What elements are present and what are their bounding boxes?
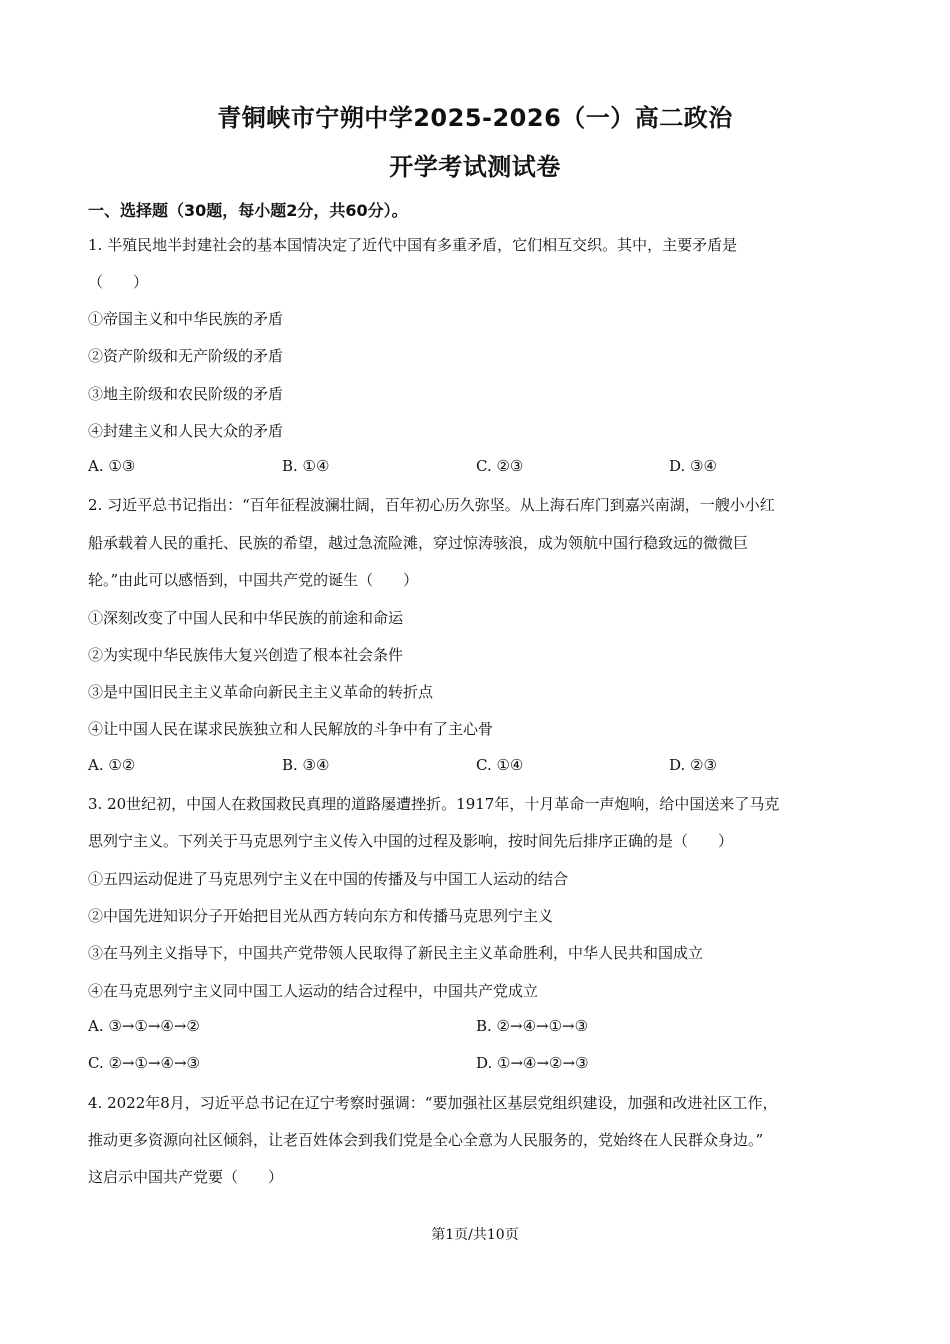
q1-option-c: C. ②③ xyxy=(476,457,524,475)
exam-title-line1: 青铜峡市宁朔中学2025-2026（一）高二政治 xyxy=(217,104,733,132)
q3-stem-line1: 3. 20世纪初，中国人在救国救民真理的道路屡遭挫折。1917年，十月革命一声炮响，给中国送来了马克 xyxy=(88,795,780,813)
q3-item-1: ①五四运动促进了马克思列宁主义在中国的传播及与中国工人运动的结合 xyxy=(88,870,569,888)
q2-option-d: D. ②③ xyxy=(669,756,717,774)
q2-item-4: ④让中国人民在谋求民族独立和人民解放的斗争中有了主心骨 xyxy=(88,720,494,738)
q4-stem-line2: 推动更多资源向社区倾斜，让老百姓体会到我们党是全心全意为人民服务的，党始终在人民群众身边。” xyxy=(88,1131,764,1149)
q1-item-1: ①帝国主义和中华民族的矛盾 xyxy=(88,310,284,328)
q1-option-b: B. ①④ xyxy=(282,457,330,475)
q2-stem-line2: 船承载着人民的重托、民族的希望，越过急流险滩，穿过惊涛骇浪，成为领航中国行稳致远的微微巨 xyxy=(88,534,749,552)
q2-item-3: ③是中国旧民主主义革命向新民主主义革命的转折点 xyxy=(88,683,434,701)
q3-option-c: C. ②→①→④→③ xyxy=(88,1054,200,1072)
q1-item-3: ③地主阶级和农民阶级的矛盾 xyxy=(88,385,284,403)
q3-item-2: ②中国先进知识分子开始把目光从西方转向东方和传播马克思列宁主义 xyxy=(88,907,554,925)
q4-stem-line1: 4. 2022年8月，习近平总书记在辽宁考察时强调：“要加强社区基层党组织建设，加强和改进社区工作， xyxy=(88,1094,778,1112)
q2-option-c: C. ①④ xyxy=(476,756,524,774)
exam-title-line2: 开学考试测试卷 xyxy=(389,153,561,181)
q1-option-a: A. ①③ xyxy=(88,457,136,475)
q2-option-a: A. ①② xyxy=(88,756,136,774)
q3-stem-line2: 思列宁主义。下列关于马克思列宁主义传入中国的过程及影响，按时间先后排序正确的是（ ） xyxy=(88,832,734,850)
q3-item-3: ③在马列主义指导下，中国共产党带领人民取得了新民主主义革命胜利，中华人民共和国成立 xyxy=(88,944,704,962)
q4-stem-line3: 这启示中国共产党要（ ） xyxy=(88,1168,284,1186)
q1-item-4: ④封建主义和人民大众的矛盾 xyxy=(88,422,284,440)
q1-stem-line1: 1. 半殖民地半封建社会的基本国情决定了近代中国有多重矛盾，它们相互交织。其中，主要矛盾是 xyxy=(88,236,738,254)
q1-option-d: D. ③④ xyxy=(669,457,717,475)
q2-item-1: ①深刻改变了中国人民和中华民族的前途和命运 xyxy=(88,609,404,627)
q2-stem-line3: 轮。”由此可以感悟到，中国共产党的诞生（ ） xyxy=(88,571,419,589)
q3-option-b: B. ②→④→①→③ xyxy=(476,1017,589,1035)
q3-option-d: D. ①→④→②→③ xyxy=(476,1054,589,1072)
q3-option-a: A. ③→①→④→② xyxy=(88,1017,200,1035)
q3-item-4: ④在马克思列宁主义同中国工人运动的结合过程中，中国共产党成立 xyxy=(88,982,539,1000)
page-number: 第1页/共10页 xyxy=(431,1227,519,1243)
q2-option-b: B. ③④ xyxy=(282,756,330,774)
q1-item-2: ②资产阶级和无产阶级的矛盾 xyxy=(88,347,284,365)
q2-item-2: ②为实现中华民族伟大复兴创造了根本社会条件 xyxy=(88,646,404,664)
section-heading: 一、选择题（30题，每小题2分，共60分）。 xyxy=(88,201,408,220)
q2-stem-line1: 2. 习近平总书记指出：“百年征程波澜壮阔，百年初心历久弥坚。从上海石库门到嘉兴南湖，一艘小小红 xyxy=(88,496,775,514)
q1-stem-line2: （ ） xyxy=(88,273,149,291)
